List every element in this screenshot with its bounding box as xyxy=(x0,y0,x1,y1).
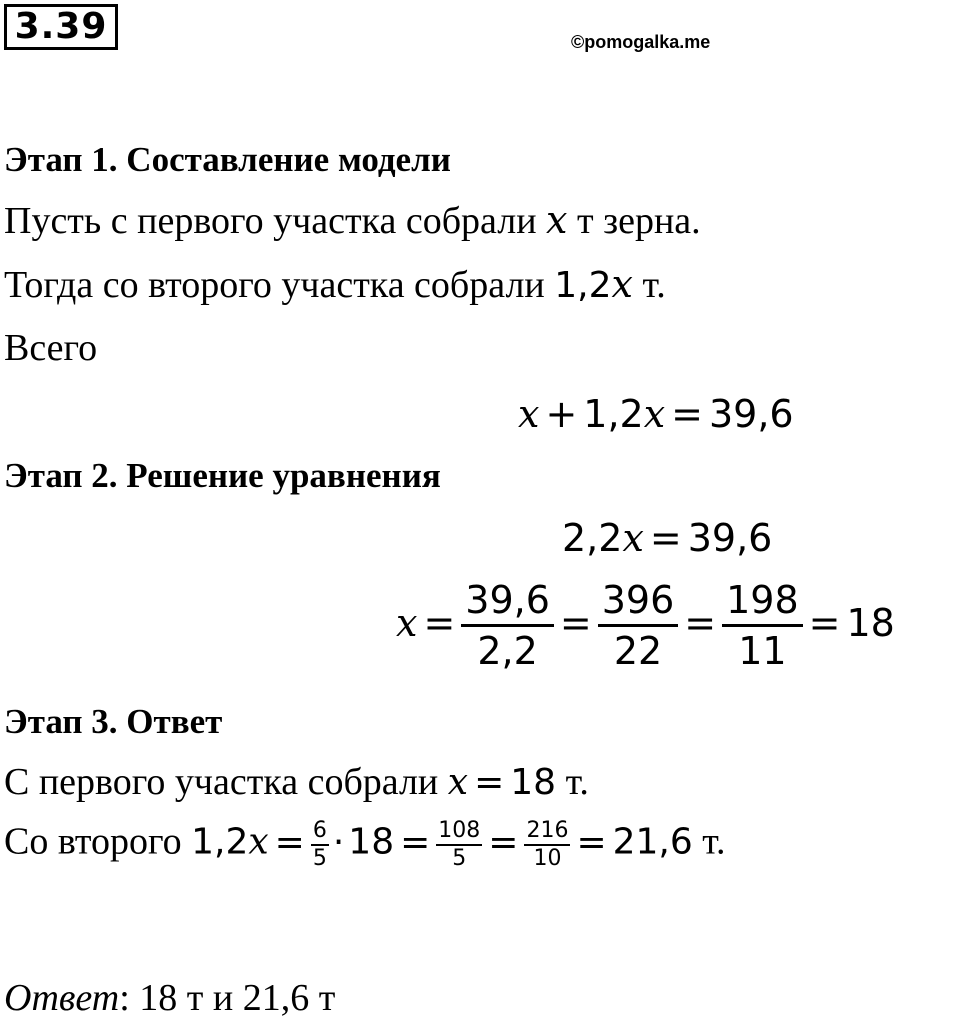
denominator: 2,2 xyxy=(477,629,538,673)
stage1-line1 xyxy=(4,198,701,243)
equals-sign: = xyxy=(576,821,607,863)
fraction-396-over-22 xyxy=(598,576,679,675)
colon: : xyxy=(119,977,130,1019)
equation-sum xyxy=(518,392,794,436)
equals-sign: = xyxy=(684,601,717,645)
numerator: 396 xyxy=(598,576,679,627)
var-x: x xyxy=(546,198,568,242)
stage1-line2 xyxy=(4,262,666,308)
value: 39,6 xyxy=(709,392,794,436)
denominator: 5 xyxy=(452,846,467,871)
numerator: 216 xyxy=(524,818,570,846)
text: т. xyxy=(692,820,726,863)
coef: 1,2 xyxy=(191,821,249,863)
text: т. xyxy=(556,761,589,803)
equation-fractions xyxy=(396,576,895,675)
value: 39,6 xyxy=(687,516,773,560)
answer-label: Ответ xyxy=(4,977,120,1019)
stage1-heading: Этап 1. Составление модели xyxy=(4,140,451,179)
denominator: 22 xyxy=(613,629,663,673)
text: т. xyxy=(632,264,666,306)
var-x: x xyxy=(622,516,644,560)
result-value: 21,6 xyxy=(612,821,693,863)
answer-text: 18 т и 21,6 т xyxy=(129,977,336,1019)
stage3-line1 xyxy=(4,760,589,805)
fraction-198-over-11 xyxy=(722,576,803,675)
value: 18 xyxy=(348,821,395,863)
var-x: x xyxy=(396,601,418,645)
var-x: x xyxy=(447,762,469,803)
result-value: 18 xyxy=(846,601,895,645)
equals-sign: = xyxy=(274,821,305,863)
stage3-heading: Этап 3. Ответ xyxy=(4,702,223,741)
text: Со второго xyxy=(4,820,192,863)
equation-2-2x xyxy=(562,516,772,560)
answer-line xyxy=(4,976,335,1020)
equals-sign: = xyxy=(649,516,682,560)
fraction-216-over-10 xyxy=(524,818,570,872)
equals-sign: = xyxy=(808,601,841,645)
coef: 2,2 xyxy=(562,516,623,560)
coef: 1,2 xyxy=(554,265,612,306)
text: т зерна. xyxy=(567,200,701,242)
equals-sign: = xyxy=(474,762,505,803)
dot-operator: · xyxy=(332,821,345,863)
var-x: x xyxy=(518,392,540,436)
stage1-line3: Всего xyxy=(4,327,98,369)
numerator: 39,6 xyxy=(461,576,554,627)
equals-sign: = xyxy=(488,821,519,863)
stage2-heading: Этап 2. Решение уравнения xyxy=(4,456,441,495)
watermark: ©pomogalka.me xyxy=(571,32,711,52)
numerator: 6 xyxy=(311,818,329,846)
var-x: x xyxy=(611,262,633,306)
denominator: 11 xyxy=(738,629,787,673)
fraction-6-over-5 xyxy=(311,818,329,872)
denominator: 5 xyxy=(312,846,327,871)
plus-sign: + xyxy=(545,392,578,436)
equals-sign: = xyxy=(559,601,592,645)
fraction-39-6-over-2-2 xyxy=(461,576,554,675)
text: Тогда со второго участка собрали xyxy=(4,264,555,306)
var-x: x xyxy=(248,821,269,863)
problem-number: 3.39 xyxy=(4,4,118,50)
stage3-line2 xyxy=(4,818,726,872)
equals-sign: = xyxy=(400,821,431,863)
text: Пусть с первого участка собрали xyxy=(4,200,547,242)
numerator: 198 xyxy=(722,576,803,627)
numerator: 108 xyxy=(436,818,482,846)
text: С первого участка собрали xyxy=(4,761,448,803)
fraction-108-over-5 xyxy=(436,818,482,872)
equals-sign: = xyxy=(671,392,703,436)
equals-sign: = xyxy=(423,601,456,645)
denominator: 10 xyxy=(533,846,562,871)
coef: 1,2 xyxy=(583,392,644,436)
value: 18 xyxy=(510,762,557,803)
var-x: x xyxy=(643,392,666,436)
